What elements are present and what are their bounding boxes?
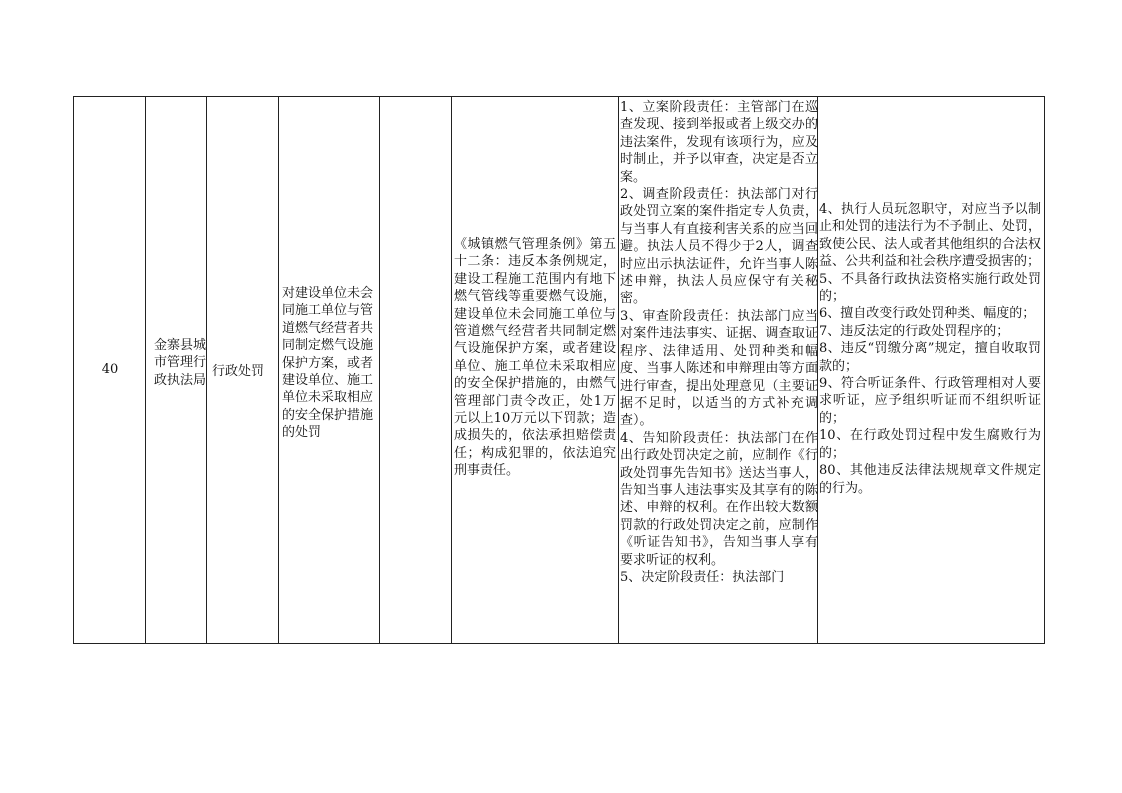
row-number: 40 [101,362,119,377]
responsibility-item: 3、审查阶段责任：执法部门应当对案件违法事实、证据、调查取证程序、法律适用、处罚种类和幅度、当事人陈述和申辩理由等方面进行审查，提出处理意见（主要证据不足时，以适当的方式补充调查）。 [620,308,818,429]
accountability-item: 5、不具备行政执法资格实施行政处罚的； [819,271,1041,305]
column-divider [451,97,452,643]
power-item-cell: 对建设单位未会同施工单位与管道燃气经营者共同制定燃气设施保护方案，或者建设单位、施工单位未采取相应的安全保护措施的处罚 [282,286,374,441]
accountability-cell [819,201,1041,497]
responsibility-item: 2、调查阶段责任：执法部门对行政处罚立案的案件指定专人负责，与当事人有直接利害关系的应当回避。执法人员不得少于2人，调查时应出示执法证件，允许当事人陈述申辩，执法人员应保守有关秘密。 [620,187,818,307]
accountability-item: 6、擅自改变行政处罚种类、幅度的； [819,306,1036,322]
column-divider [618,97,619,643]
accountability-item: 8、违反“罚缴分离”规定，擅自收取罚款的； [819,341,1041,374]
accountability-item: 80、其他违反法律法规规章文件规定的行为。 [819,463,1041,496]
accountability-item: 10、在行政处罚过程中发生腐败行为的； [819,428,1041,461]
responsibility-item: 5、决定阶段责任：执法部门 [620,569,785,585]
power-list-table [73,96,1045,644]
accountability-item: 7、违反法定的行政处罚程序的； [819,323,1010,339]
responsibility-item: 1、立案阶段责任：主管部门在巡查发现、接到举报或者上级交办的违法案件，发现有该项行为，应及时制止，并予以审查，决定是否立案。 [620,100,818,185]
column-divider [379,97,380,643]
accountability-item: 9、符合听证条件、行政管理相对人要求听证，应予组织听证而不组织听证的； [819,376,1041,426]
column-divider [278,97,279,643]
department-cell: 金寨县城市管理行政执法局 [154,338,207,388]
accountability-item: 4、执行人员玩忽职守，对应当予以制止和处罚的违法行为不予制止、处罚，致使公民、法人或者其他组织的合法权益、公共利益和社会秩序遭受损害的； [819,202,1041,270]
responsibility-item: 4、告知阶段责任：执法部门在作出行政处罚决定之前，应制作《行政处罚事先告知书》送达当事人，告知当事人违法事实及其享有的陈述、申辩的权利。在作出较大数额罚款的行政处罚决定之前，应制作《听证告知书》，告知当事人享有要求听证的权利。 [620,430,818,568]
legal-basis-cell: 《城镇燃气管理条例》第五十二条：违反本条例规定，建设工程施工范围内有地下燃气管线等重要燃气设施，建设单位未会同施工单位与管道燃气经营者共同制定燃气设施保护方案，或者建设单位、施工单位未采取相应的安全保护措施的，由燃气管理部门责令改正，处1万元以上10万元以下罚款；造成损失的，依法承担赔偿责任；构成犯罪的，依法追究刑事责任。 [454,237,616,479]
responsibility-cell [620,99,818,643]
power-type-cell: 行政处罚 [212,364,265,379]
